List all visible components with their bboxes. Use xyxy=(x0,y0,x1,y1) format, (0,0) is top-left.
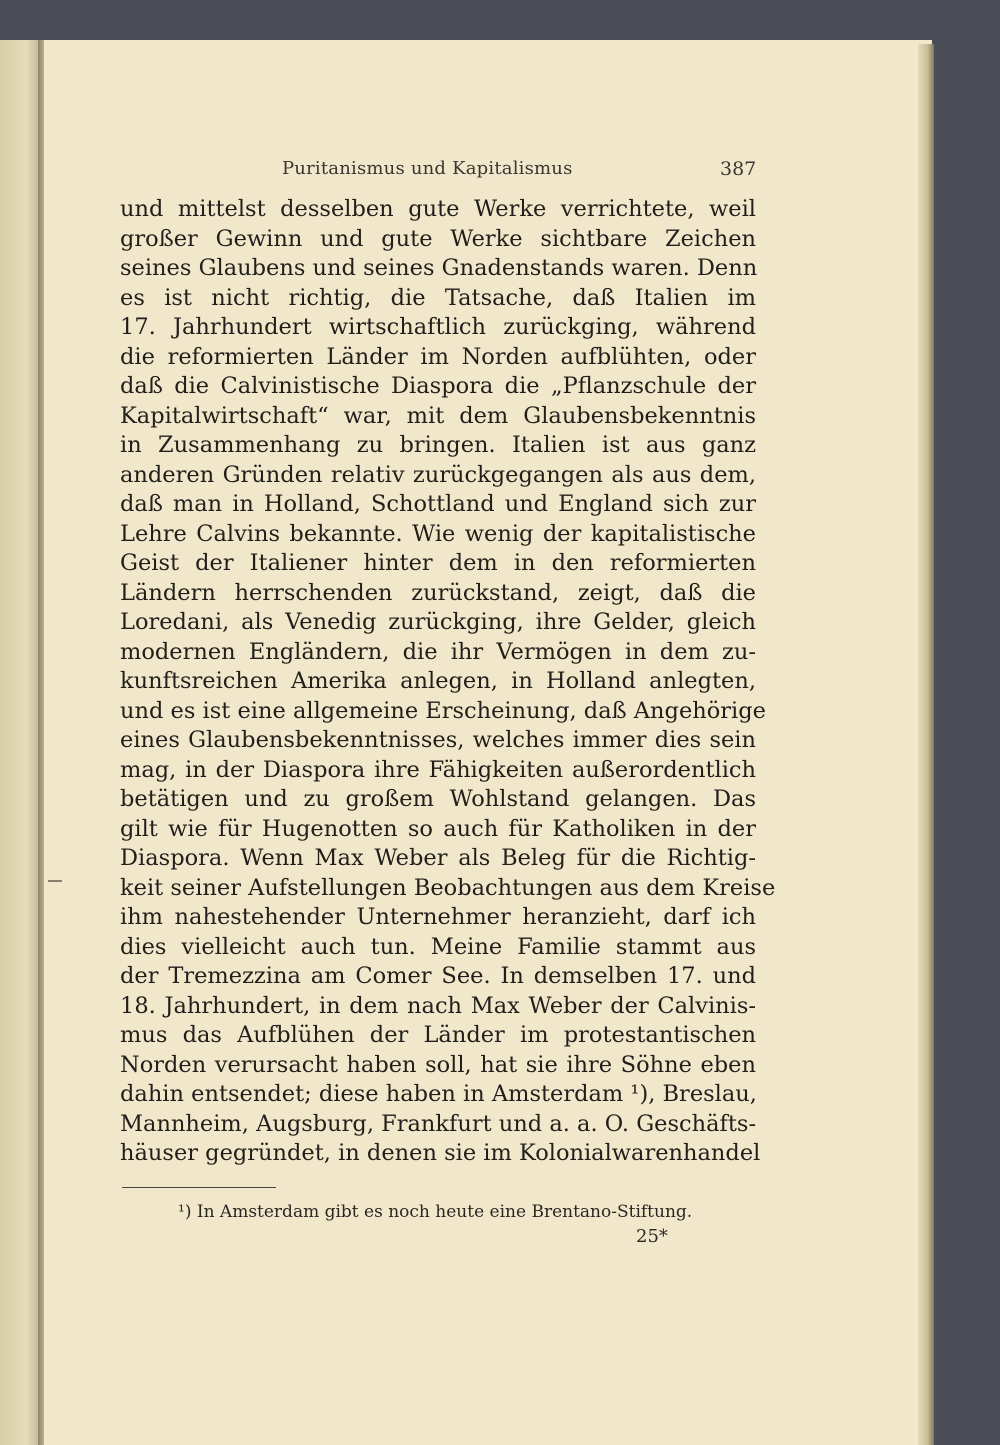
text-line: und es ist eine allgemeine Erscheinung, daß Angehörige xyxy=(120,697,766,724)
text-line: dahin entsendet; diese haben in Amsterdam ¹), Breslau, xyxy=(120,1081,757,1107)
text-line: die reformierten Länder im Norden aufblühten, oder xyxy=(120,343,756,370)
text-line: anderen Gründen relativ zurückgegangen als aus dem, xyxy=(120,461,756,488)
text-line: keit seiner Aufstellungen Beobachtungen aus dem Kreise xyxy=(120,874,776,901)
footnote-rule xyxy=(122,1187,276,1188)
text-line: gilt wie für Hugenotten so auch für Katholiken in der xyxy=(120,815,756,842)
text-line: daß die Calvinistische Diaspora die „Pflanzschule der xyxy=(120,373,756,399)
text-line: häuser gegründet, in denen sie im Kolonialwarenhandel xyxy=(120,1140,761,1166)
text-line: es ist nicht richtig, die Tatsache, daß Italien im xyxy=(120,284,756,311)
text-line: Diaspora. Wenn Max Weber als Beleg für die Richtig- xyxy=(120,845,756,871)
text-line: modernen Engländern, die ihr Vermögen in dem zu- xyxy=(120,638,756,665)
text-line: Geist der Italiener hinter dem in den reformierten xyxy=(120,550,756,576)
footnote: ¹) In Amsterdam gibt es noch heute eine Brentano-Stiftung. xyxy=(178,1202,693,1222)
page-edge-shadow xyxy=(918,44,934,1445)
text-line: in Zusammenhang zu bringen. Italien ist aus ganz xyxy=(120,432,756,458)
text-line: mag, in der Diaspora ihre Fähigkeiten außerordentlich xyxy=(120,756,756,783)
text-line: und mittelst desselben gute Werke verrichtete, weil xyxy=(120,196,756,222)
text-line: ihm nahestehender Unternehmer heranzieht, darf ich xyxy=(120,904,756,930)
signature-mark: 25* xyxy=(636,1226,668,1247)
body-text xyxy=(120,195,776,1169)
text-line: Kapitalwirtschaft“ war, mit dem Glaubensbekenntnis xyxy=(120,402,756,429)
text-line: Mannheim, Augsburg, Frankfurt und a. a. O. Geschäfts- xyxy=(120,1110,757,1137)
text-line: 17. Jahrhundert wirtschaftlich zurückging, während xyxy=(120,314,756,340)
text-line: mus das Aufblühen der Länder im protestantischen xyxy=(120,1022,756,1048)
text-line: seines Glaubens und seines Gnadenstands waren. Denn xyxy=(120,255,758,281)
text-line: großer Gewinn und gute Werke sichtbare Zeichen xyxy=(120,225,756,252)
text-line: kunftsreichen Amerika anlegen, in Holland anlegten, xyxy=(120,668,756,694)
text-line: daß man in Holland, Schottland und England sich zur xyxy=(120,491,756,517)
text-line: Norden verursacht haben soll, hat sie ihre Söhne eben xyxy=(120,1051,756,1078)
text-line: Lehre Calvins bekannte. Wie wenig der kapitalistische xyxy=(120,520,756,547)
text-line: betätigen und zu großem Wohlstand gelangen. Das xyxy=(120,786,756,812)
page-number: 387 xyxy=(720,158,757,180)
text-line: eines Glaubensbekenntnisses, welches immer dies sein xyxy=(120,727,756,753)
text-line: der Tremezzina am Comer See. In demselben 17. und xyxy=(120,963,756,989)
text-line: Loredani, als Venedig zurückging, ihre Gelder, gleich xyxy=(120,609,756,635)
text-line: 18. Jahrhundert, in dem nach Max Weber der Calvinis- xyxy=(120,992,756,1019)
text-line: dies vielleicht auch tun. Meine Familie stammt aus xyxy=(120,933,756,960)
text-line: Ländern herrschenden zurückstand, zeigt, daß die xyxy=(120,579,756,606)
margin-pencil-mark xyxy=(48,880,62,882)
running-head: Puritanismus und Kapitalismus xyxy=(282,158,573,179)
